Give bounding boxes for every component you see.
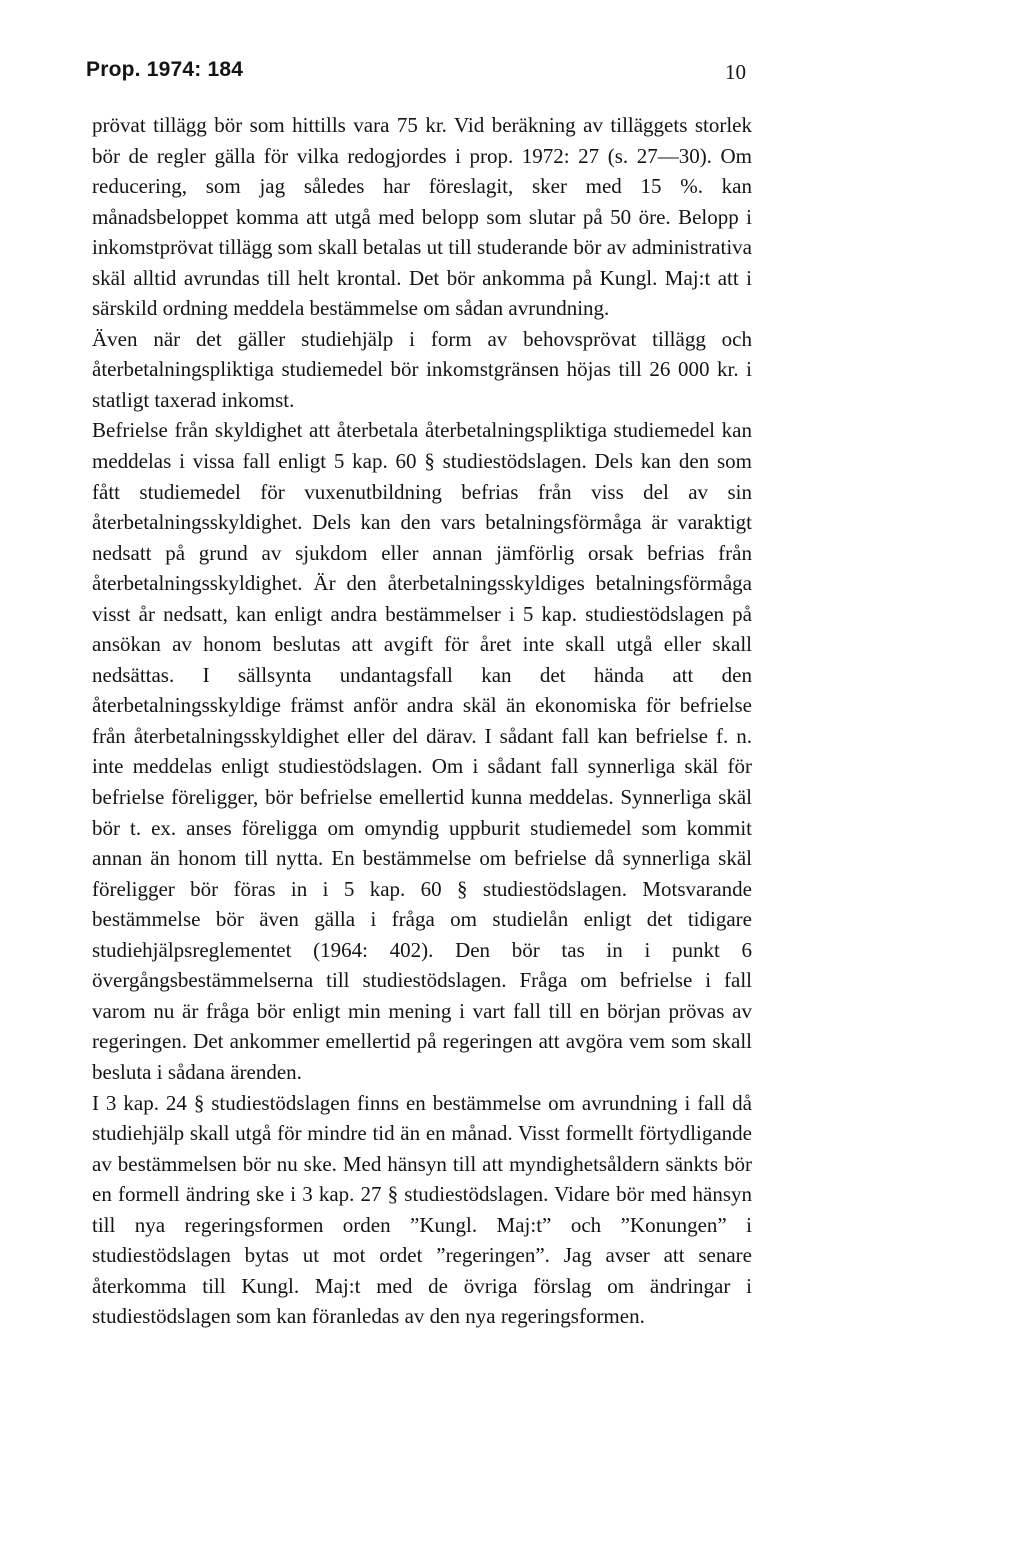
body-text xyxy=(92,110,752,1332)
paragraph-4: I 3 kap. 24 § studiestödslagen finns en bestämmelse om avrundning i fall då studiehjälp skall utgå för mindre tid än en månad. Visst formellt förtydligande av bestämmelsen bör nu ske. Med hänsyn till att myndighetsåldern sänkts bör en formell ändring ske i 3 kap. 27 § studiestödslagen. Vidare bör med hänsyn till nya regeringsformen orden ”Kungl. Maj:t” och ”Konungen” i studiestödslagen bytas ut mot ordet ”regeringen”. Jag avser att senare återkomma till Kungl. Maj:t med de övriga förslag om ändringar i studiestödslagen som kan föranledas av den nya regeringsformen. xyxy=(92,1090,752,1329)
paragraph-1: prövat tillägg bör som hittills vara 75 kr. Vid beräkning av tilläggets storlek bör de regler gälla för vilka redogjordes i prop. 1972: 27 (s. 27—30). Om reducering, som jag således har föreslagit, sker med 15 %. kan månadsbeloppet komma att utgå med belopp som slutar på 50 öre. Belopp i inkomstprövat tillägg som skall betalas ut till studerande bör av administrativa skäl alltid avrundas till helt krontal. Det bör ankomma på Kungl. Maj:t att i särskild ordning meddela bestämmelse om sådan avrundning. xyxy=(92,113,752,321)
page-number: 10 xyxy=(725,60,746,84)
paragraph-2: Även när det gäller studiehjälp i form av behovsprövat tillägg och återbetalningspliktiga studiemedel bör inkomstgränsen höjas till 26 000 kr. i statligt taxerad inkomst. xyxy=(92,326,752,412)
paragraph-3: Befrielse från skyldighet att återbetala återbetalningspliktiga studiemedel kan meddelas i vissa fall enligt 5 kap. 60 § studiestödslagen. Dels kan den som fått studiemedel för vuxenutbildning befrias från viss del av sin återbetalningsskyldighet. Dels kan den vars betalningsförmåga är varaktigt nedsatt på grund av sjukdom eller annan jämförlig orsak befrias från återbetalningsskyldighet. Är den återbetalningsskyldiges betalningsförmåga visst år nedsatt, kan enligt andra bestämmelser i 5 kap. studiestödslagen på ansökan av honom beslutas att avgift för året inte skall utgå eller skall nedsättas. I sällsynta undantagsfall kan det hända att den återbetalningsskyldige främst anför andra skäl än ekonomiska för befrielse från återbetalningsskyldighet eller del därav. I sådant fall kan befrielse f. n. inte meddelas enligt studiestödslagen. Om i sådant fall synnerliga skäl för befrielse föreligger, bör befrielse emellertid kunna meddelas. Synnerliga skäl bör t. ex. anses föreligga om omyndig uppburit studiemedel som kommit annan än honom till nytta. En bestämmelse om befrielse då synnerliga skäl föreligger bör föras in i 5 kap. 60 § studiestödslagen. Motsvarande bestämmelse bör även gälla i fråga om studielån enligt det tidigare studiehjälpsreglementet (1964: 402). Den bör tas in i punkt 6 övergångsbestämmelserna till studiestödslagen. Fråga om befrielse i fall varom nu är fråga bör enligt min mening i vart fall till en början prövas av regeringen. Det ankommer emellertid på regeringen att avgöra vem som skall besluta i sådana ärenden. xyxy=(92,418,752,1084)
document-reference: Prop. 1974: 184 xyxy=(86,58,244,81)
page-header xyxy=(86,58,746,92)
